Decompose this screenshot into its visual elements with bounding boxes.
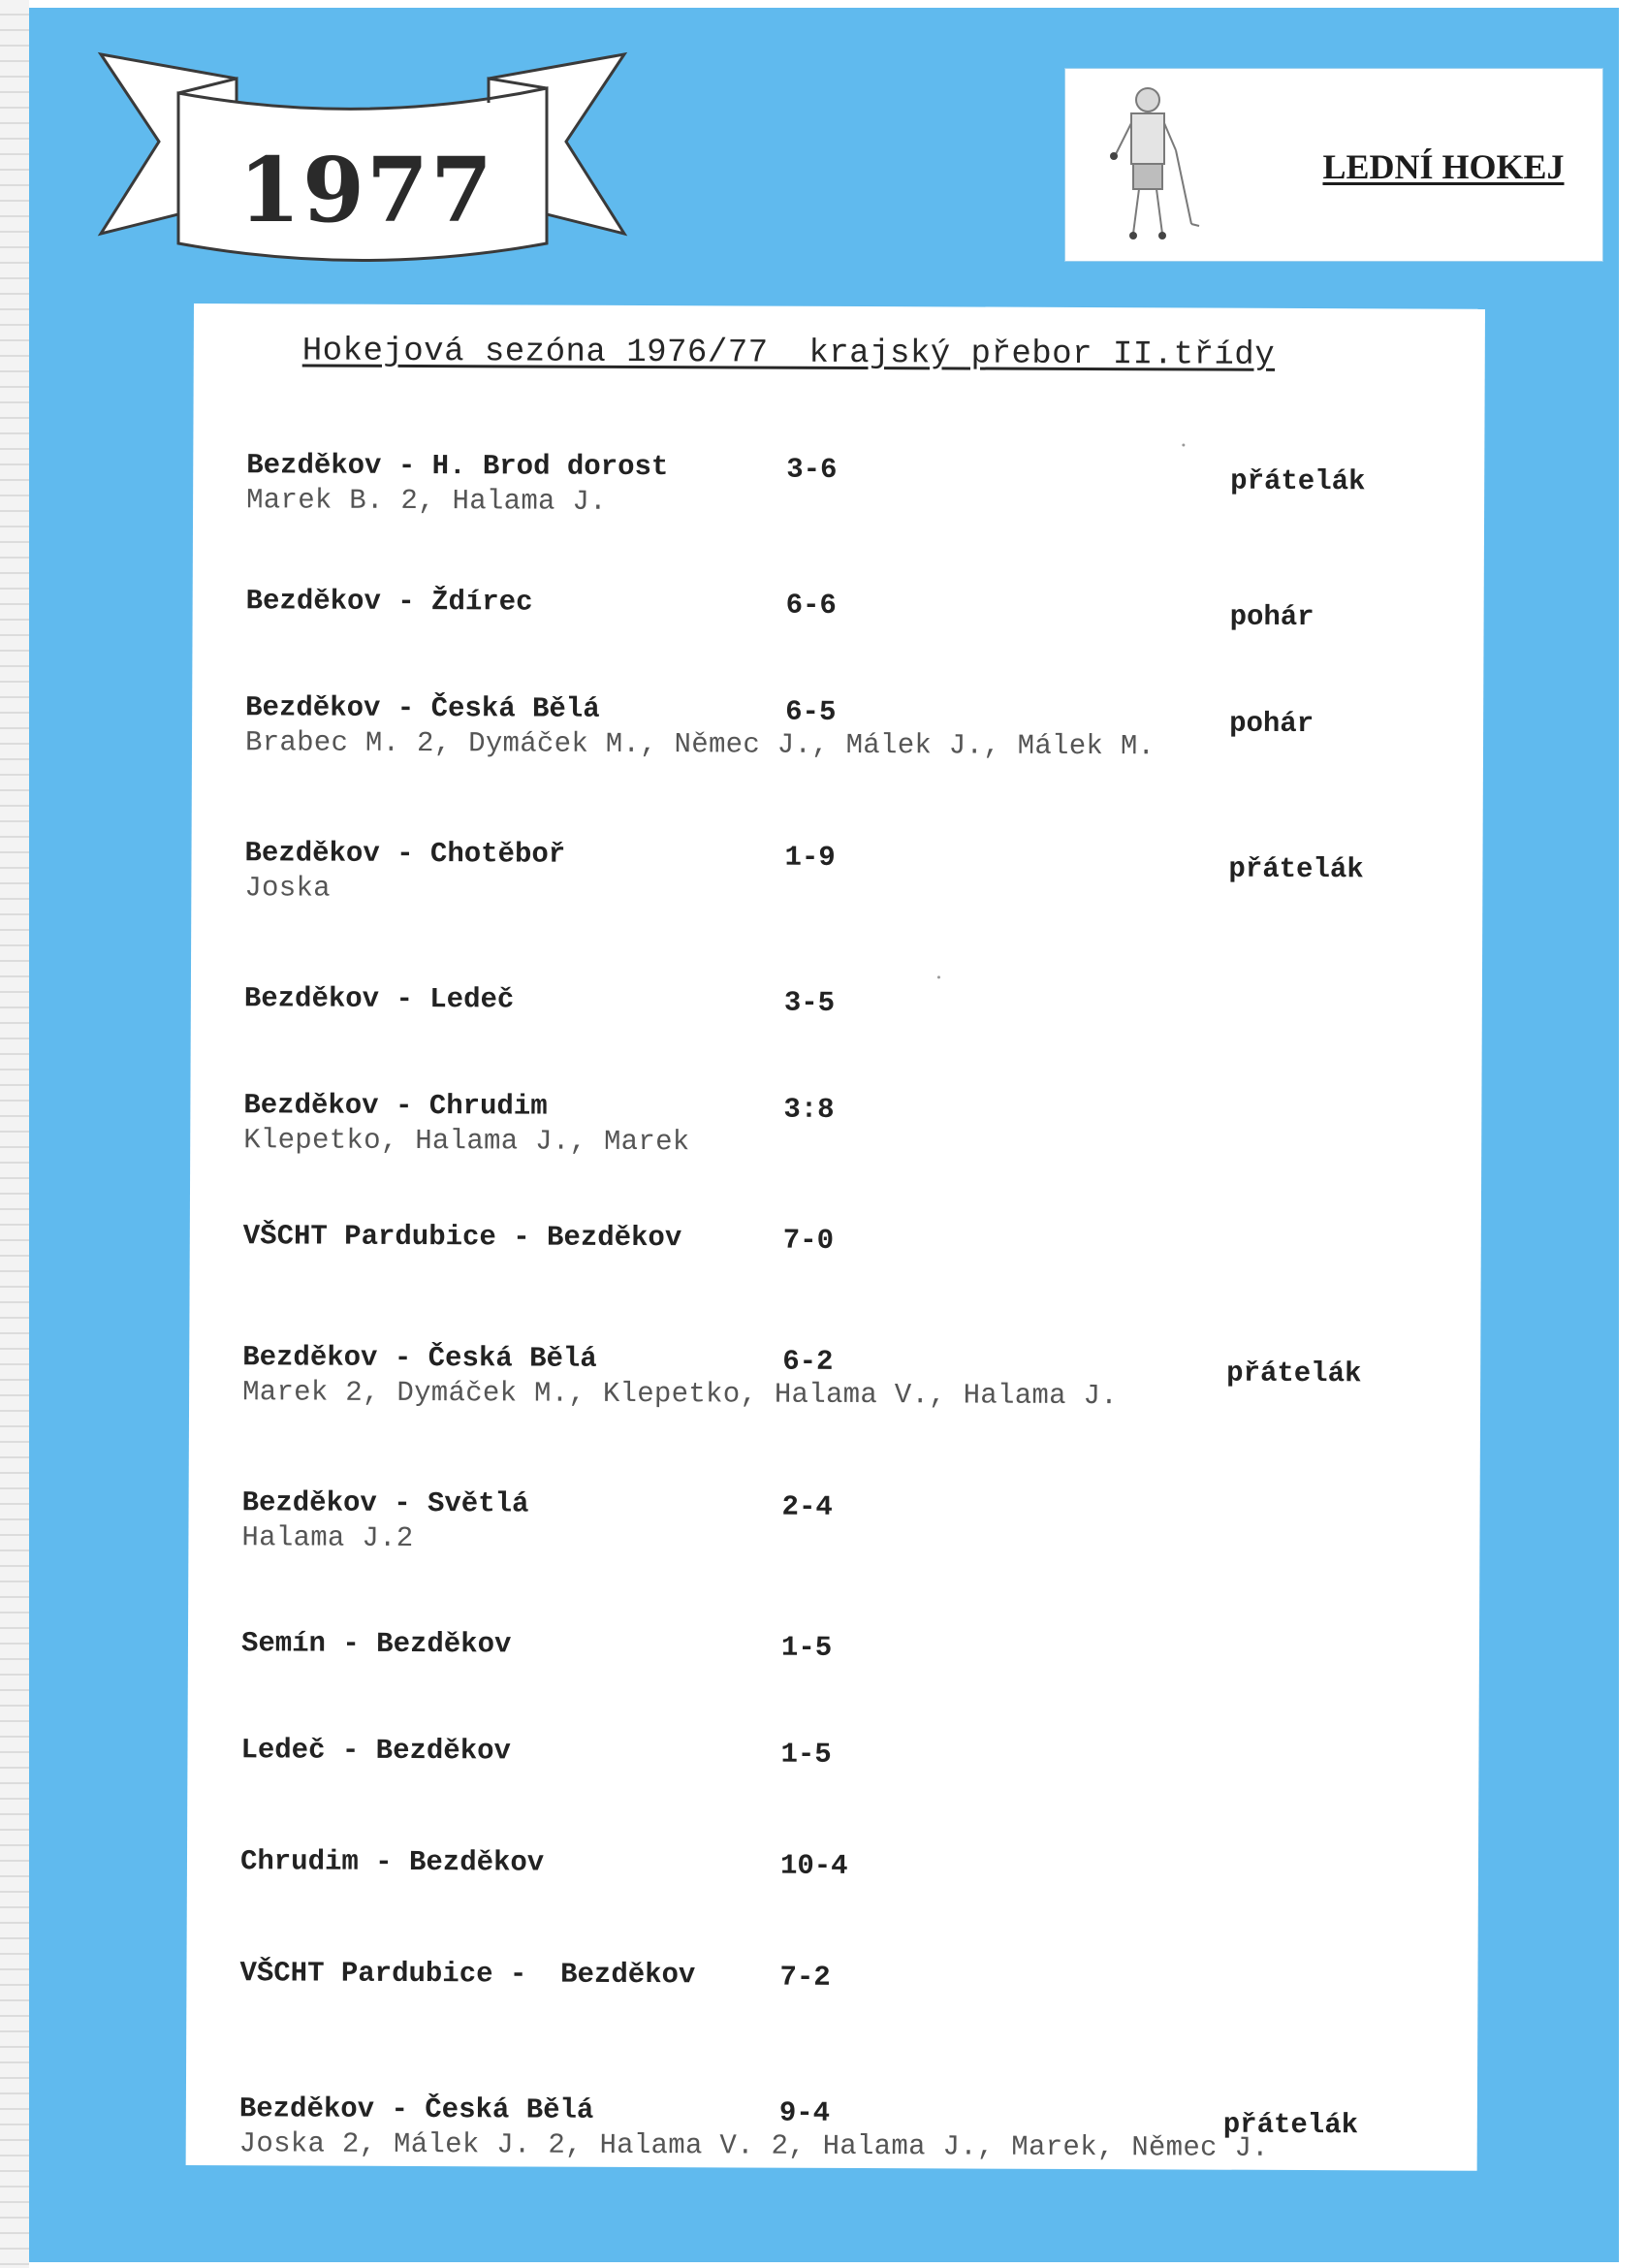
year-banner: [91, 35, 634, 268]
match-row: [187, 1845, 1479, 1967]
match-score: 6-6: [785, 589, 837, 622]
match-row: [191, 837, 1483, 959]
match-type: přátelák: [1228, 852, 1364, 886]
match-score: 3:8: [783, 1093, 835, 1126]
match-teams: Bezděkov - Česká Bělá: [242, 1341, 597, 1375]
match-score: 3-6: [786, 453, 838, 486]
match-score: 9-4: [778, 2096, 831, 2129]
match-type: přátelák: [1226, 1357, 1362, 1390]
match-score: 1-5: [780, 1738, 832, 1771]
match-score: 3-5: [783, 986, 836, 1019]
match-scorers: Halama J.2: [241, 1521, 414, 1555]
album-page: [29, 8, 1619, 2262]
match-row: [185, 2092, 1477, 2215]
match-row: [193, 449, 1485, 571]
match-row: [192, 585, 1484, 707]
match-teams: Bezděkov - Ždírec: [245, 585, 533, 619]
match-scorers: Joska 2, Málek J. 2, Halama V. 2, Halama J., Marek, Němec J.: [238, 2127, 1269, 2164]
match-scorers: Brabec M. 2, Dymáček M., Němec J., Málek J., Málek M.: [244, 726, 1156, 763]
match-row: [190, 982, 1482, 1104]
match-teams: Bezděkov - H. Brod dorost: [246, 449, 669, 484]
match-score: 2-4: [781, 1490, 833, 1523]
match-teams: VŠCHT Pardubice - Bezděkov: [242, 1220, 682, 1255]
scan-speck: [937, 975, 940, 978]
match-type: přátelák: [1230, 464, 1366, 498]
match-teams: Bezděkov - Česká Bělá: [245, 691, 600, 725]
season-heading: Hokejová sezóna 1976/77 krajský přebor II.třídy: [301, 333, 1276, 374]
match-teams: Bezděkov - Ledeč: [243, 982, 515, 1016]
match-teams: Ledeč - Bezděkov: [240, 1734, 512, 1768]
match-teams: Bezděkov - Světlá: [241, 1486, 529, 1520]
match-scorers: Marek B. 2, Halama J.: [246, 484, 607, 518]
match-type: pohár: [1229, 707, 1314, 741]
scan-edge-strip: [0, 0, 29, 2268]
match-teams: Semín - Bezděkov: [240, 1627, 512, 1661]
hockey-player-icon: [1094, 79, 1201, 253]
match-row: [188, 1627, 1480, 1749]
match-score: 6-5: [785, 695, 837, 728]
match-row: [186, 1957, 1478, 2079]
match-scorers: Joska: [244, 872, 331, 905]
match-teams: Bezděkov - Chrudim: [243, 1089, 548, 1123]
sport-label: LEDNÍ HOKEJ: [1322, 147, 1565, 186]
match-row: [189, 1341, 1481, 1463]
match-score: 1-9: [784, 841, 836, 874]
match-teams: Bezděkov - Česká Bělá: [238, 2092, 594, 2126]
match-row: [187, 1734, 1479, 1856]
match-score: 7-2: [779, 1961, 831, 1994]
match-score: 6-2: [782, 1345, 834, 1378]
match-score: 1-5: [780, 1631, 833, 1664]
match-row: [189, 1220, 1481, 1342]
scan-speck: [1182, 443, 1185, 446]
match-row: [192, 691, 1484, 814]
match-type: pohár: [1229, 600, 1314, 634]
match-row: [188, 1486, 1480, 1609]
match-scorers: Klepetko, Halama J., Marek: [243, 1124, 690, 1159]
match-teams: VŠCHT Pardubice - Bezděkov: [239, 1957, 696, 1992]
match-scorers: Marek 2, Dymáček M., Klepetko, Halama V., Halama J.: [242, 1376, 1119, 1413]
results-sheet: [186, 303, 1485, 2171]
sport-label-card: [1064, 68, 1603, 262]
match-teams: Bezděkov - Chotěboř: [244, 837, 566, 871]
match-score: 7-0: [782, 1224, 835, 1257]
match-teams: Chrudim - Bezděkov: [239, 1845, 545, 1879]
match-row: [190, 1089, 1482, 1211]
match-type: přátelák: [1222, 2108, 1359, 2142]
year-title: 1977: [238, 138, 495, 242]
match-score: 10-4: [779, 1849, 848, 1882]
